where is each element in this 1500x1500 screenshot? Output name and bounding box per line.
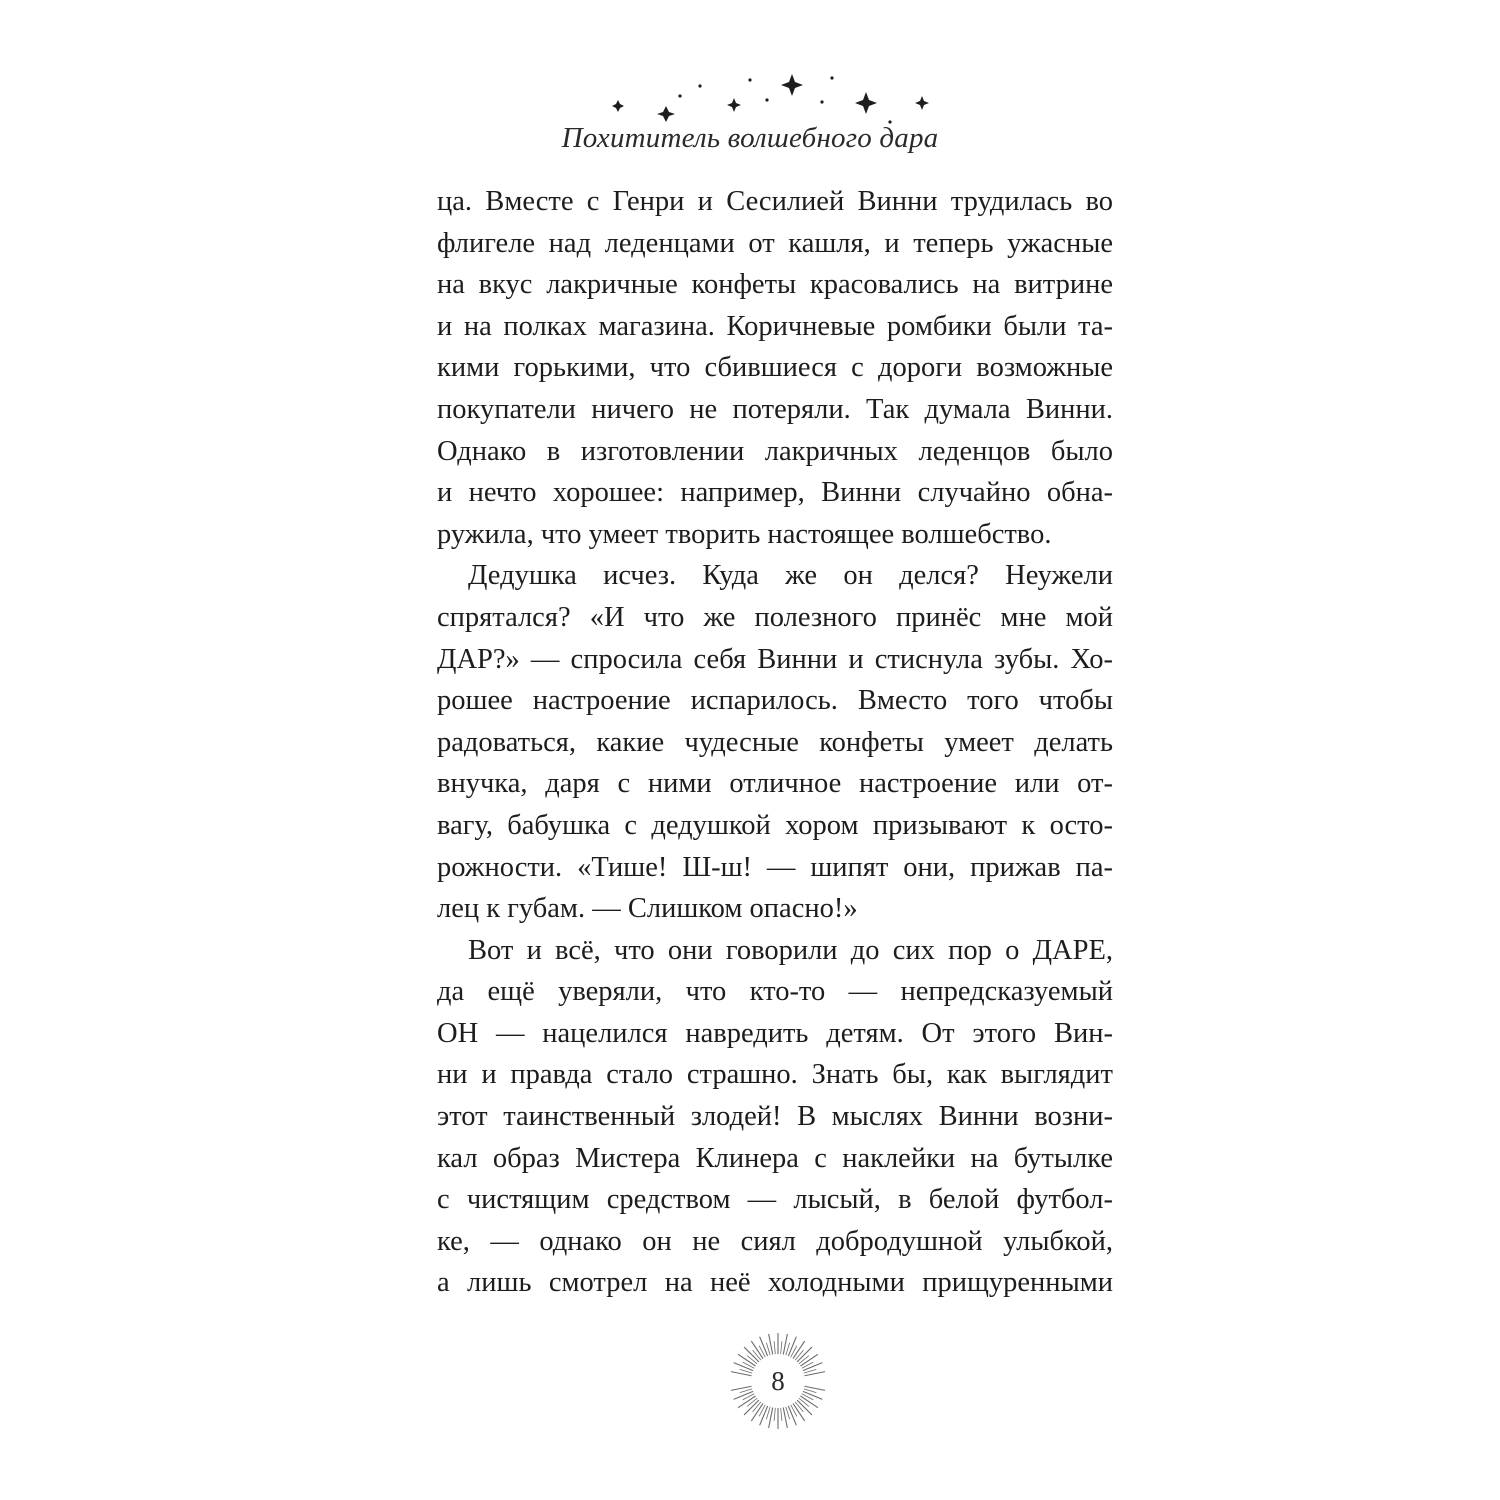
text-line: этот таинственный злодей! В мыслях Винни возни- bbox=[437, 1101, 1113, 1133]
text-line: да ещё уверяли, что кто-то — непредсказуемый bbox=[437, 976, 1113, 1008]
text-line: вагу, бабушка с дедушкой хором призывают к осто- bbox=[437, 809, 1113, 841]
text-line: рожности. «Тише! Ш-ш! — шипят они, прижав па- bbox=[437, 851, 1113, 883]
star-icon bbox=[781, 74, 803, 96]
star-icon bbox=[915, 96, 929, 110]
page-number: 8 bbox=[771, 1366, 785, 1396]
paragraph bbox=[437, 930, 1113, 1304]
text-line: ружила, что умеет творить настоящее волшебство. bbox=[437, 518, 1052, 550]
paragraph bbox=[437, 555, 1113, 929]
text-line: кими горькими, что сбившиеся с дороги возможные bbox=[437, 352, 1113, 384]
text-line: спрятался? «И что же полезного принёс мне мой bbox=[437, 601, 1113, 633]
text-line: ца. Вместе с Генри и Сесилией Винни трудилась во bbox=[437, 186, 1113, 217]
text-line: а лишь смотрел на неё холодными прищуренными bbox=[437, 1267, 1113, 1299]
text-line: Дедушка исчез. Куда же он делся? Неужели bbox=[468, 560, 1113, 592]
text-line: внучка, даря с ними отличное настроение или от- bbox=[437, 768, 1113, 800]
body-text bbox=[437, 181, 1113, 1304]
running-title: Похититель волшебного дара bbox=[561, 122, 939, 154]
text-line: покупатели ничего не потеряли. Так думала Винни. bbox=[437, 393, 1113, 425]
stars-ornament bbox=[600, 66, 940, 128]
text-line: и на полках магазина. Коричневые ромбики были та- bbox=[437, 310, 1113, 342]
star-icon bbox=[612, 100, 624, 112]
text-line: радоваться, какие чудесные конфеты умеет делать bbox=[437, 726, 1113, 758]
text-line: кал образ Мистера Клинера с наклейки на бутылке bbox=[437, 1142, 1113, 1174]
dot-icon bbox=[678, 94, 681, 97]
text-line: флигеле над леденцами от кашля, и теперь ужасные bbox=[437, 227, 1113, 259]
text-line: и нечто хорошее: например, Винни случайно обна- bbox=[437, 477, 1113, 509]
text-line: на вкус лакричные конфеты красовались на витрине bbox=[437, 269, 1113, 301]
star-icon bbox=[727, 98, 741, 112]
text-line: ДАР?» — спросила себя Винни и стиснула зубы. Хо- bbox=[437, 643, 1113, 675]
dot-icon bbox=[820, 100, 823, 103]
text-line: Однако в изготовлении лакричных леденцов было bbox=[437, 435, 1113, 467]
star-icon bbox=[855, 92, 877, 114]
dot-icon bbox=[765, 98, 768, 101]
text-line: ке, — однако он не сиял добродушной улыбкой, bbox=[437, 1225, 1113, 1257]
text-line: лец к губам. — Слишком опасно!» bbox=[437, 893, 858, 925]
dot-icon bbox=[830, 76, 833, 79]
text-line: ОН — нацелился навредить детям. От этого Вин- bbox=[437, 1017, 1113, 1049]
star-icon bbox=[657, 106, 675, 122]
text-line: ни и правда стало страшно. Знать бы, как выглядит bbox=[437, 1059, 1113, 1091]
text-line: с чистящим средством — лысый, в белой футбол- bbox=[437, 1184, 1113, 1216]
text-line: Вот и всё, что они говорили до сих пор о ДАРЕ, bbox=[468, 934, 1113, 966]
dot-icon bbox=[698, 84, 701, 87]
text-line: рошее настроение испарилось. Вместо того чтобы bbox=[437, 685, 1113, 717]
dot-icon bbox=[748, 78, 751, 81]
paragraph bbox=[437, 181, 1113, 555]
